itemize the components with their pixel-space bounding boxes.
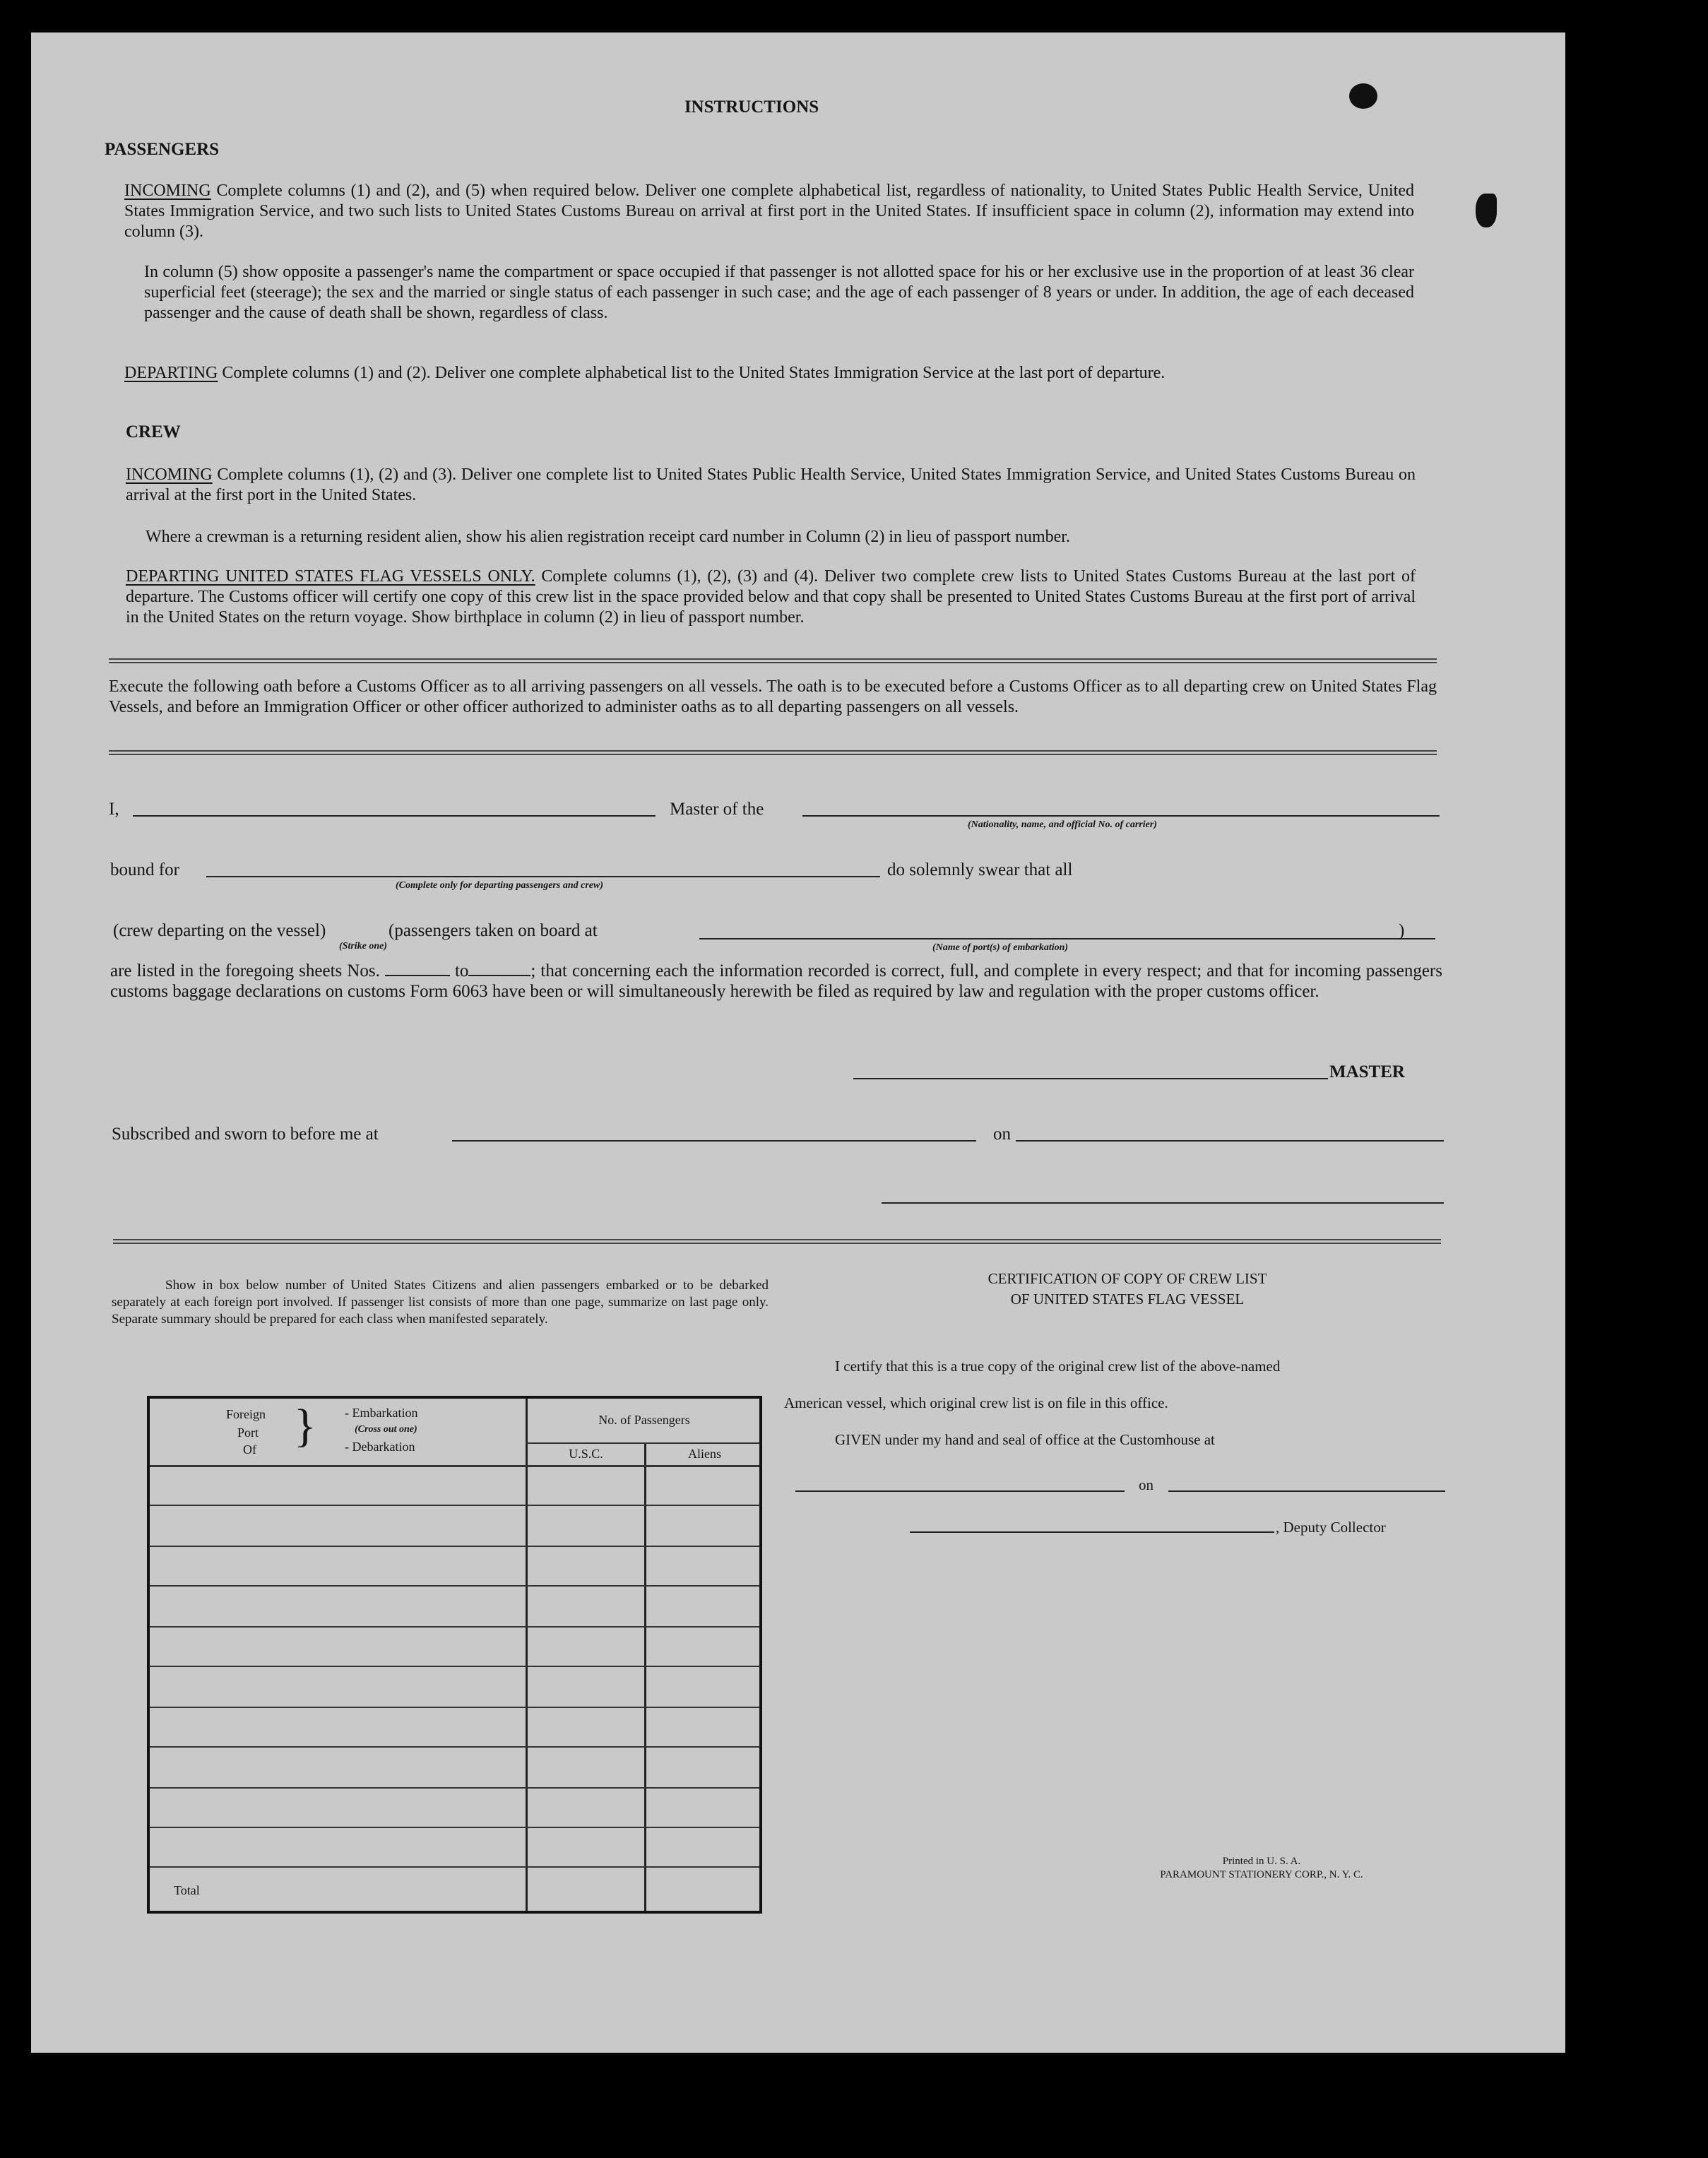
printer-imprint — [1099, 1855, 1424, 1882]
divider-bottom-section — [113, 1239, 1441, 1244]
usc-header: U.S.C. — [569, 1447, 603, 1461]
table-row-rule — [150, 1585, 759, 1587]
summary-instruction: Show in box below number of United States Citizens and alien passengers embarked or to be debarked separately at each foreign port involved. If passenger list consists of more than one page, summarize on last page only. Separate summary should be prepared for each class when manifested separately. — [112, 1278, 769, 1327]
table-row-rule — [150, 1666, 759, 1667]
customhouse-line[interactable] — [795, 1490, 1125, 1492]
passengers-taken-option: (passengers taken on board at — [389, 921, 598, 940]
crew-incoming-label: INCOMING — [126, 466, 213, 484]
foreign-label: Foreign — [226, 1407, 266, 1421]
deputy-collector-label: , Deputy Collector — [1276, 1519, 1386, 1536]
oath-instruction: Execute the following oath before a Customs Officer as to all arriving passengers on all vessels. The oath is to be executed before a Customs Officer as to all departing crew on United States Flag Vessels, and before an Immigration Officer or other officer authorized to administer oaths as to all departing passengers on all vessels. — [109, 677, 1437, 716]
nationality-note: (Nationality, name, and official No. of carrier) — [968, 819, 1157, 830]
printer-line1: Printed in U. S. A. — [1222, 1856, 1301, 1867]
table-row-rule — [150, 1746, 759, 1748]
form-page — [31, 32, 1565, 2053]
passengers-heading: PASSENGERS — [105, 140, 220, 159]
passengers-departing-paragraph — [124, 363, 1414, 384]
sworn-date-line[interactable] — [1016, 1140, 1444, 1142]
master-of-the-label: Master of the — [670, 800, 764, 819]
certify-line1: I certify that this is a true copy of the original crew list of the above-named — [835, 1358, 1281, 1375]
deputy-signature-line[interactable] — [910, 1531, 1274, 1533]
sheet-from-blank[interactable] — [385, 964, 450, 976]
solemnly-swear-label: do solemnly swear that all — [887, 860, 1073, 879]
oath-i-label: I, — [109, 800, 119, 819]
debarkation-label: - Debarkation — [345, 1440, 415, 1454]
officer-signature-line[interactable] — [882, 1202, 1444, 1204]
to-label: to — [454, 961, 469, 980]
sworn-place-line[interactable] — [452, 1140, 976, 1142]
certification-title-line1: CERTIFICATION OF COPY OF CREW LIST — [988, 1270, 1267, 1287]
embarkation-label: - Embarkation — [345, 1406, 418, 1420]
certification-title-line2: OF UNITED STATES FLAG VESSEL — [1010, 1291, 1245, 1308]
given-line: GIVEN under my hand and seal of office at the Customhouse at — [835, 1431, 1215, 1448]
sworn-on-label: on — [993, 1125, 1011, 1144]
ports-note: (Name of port(s) of embarkation) — [932, 942, 1069, 953]
table-row-rule — [150, 1505, 759, 1506]
table-row-rule — [150, 1626, 759, 1628]
table-row-rule — [150, 1707, 759, 1708]
master-signature-line[interactable] — [853, 1078, 1328, 1079]
certification-title — [808, 1269, 1447, 1310]
divider-lower — [109, 750, 1437, 755]
passengers-departing-label: DEPARTING — [124, 364, 218, 382]
carrier-line[interactable] — [802, 815, 1440, 817]
strike-one-note: (Strike one) — [339, 941, 388, 951]
table-row-rule — [150, 1827, 759, 1828]
table-row-rule — [150, 1546, 759, 1547]
crew-heading: CREW — [126, 422, 181, 441]
total-label: Total — [174, 1883, 200, 1897]
table-subheader-rule — [526, 1442, 759, 1444]
crew-departing-paragraph — [126, 567, 1416, 628]
crew-departing-label: DEPARTING UNITED STATES FLAG VESSELS ONLY. — [126, 567, 535, 586]
crew-resident-paragraph: Where a crewman is a returning resident alien, show his alien registration receipt card number in Column (2) in lieu of passport number. — [146, 528, 1070, 546]
passengers-incoming-text: Complete columns (1) and (2), and (5) when required below. Deliver one complete alphabetical list, regardless of nationality, to United States Public Health Service, United States Immigration Service, and two such lists to United States Customs Bureau on arrival at first port in the United States. If insufficient space in column (2), information may extend into column (3). — [124, 182, 1415, 241]
foregoing-sheets-prefix: are listed in the foregoing sheets Nos. — [110, 961, 380, 980]
divider-upper — [109, 658, 1437, 663]
aliens-header: Aliens — [688, 1447, 721, 1461]
page-title: INSTRUCTIONS — [684, 97, 819, 117]
foregoing-sheets-text: ; that concerning each the information recorded is correct, full, and complete in every respect; and that for incoming passengers customs baggage declarations on customs Form 6063 have been or will simultaneously herewith be filed as required by law and regulation with the proper customs officer. — [110, 961, 1442, 1001]
sheet-to-blank[interactable] — [468, 964, 530, 976]
table-row-rule — [150, 1866, 759, 1868]
subscribed-label: Subscribed and sworn to before me at — [112, 1125, 379, 1144]
crew-departing-option: (crew departing on the vessel) — [113, 921, 326, 940]
ports-line[interactable] — [699, 938, 1435, 939]
table-header-rule — [150, 1465, 759, 1467]
passengers-incoming-paragraph — [124, 181, 1414, 242]
no-passengers-header: No. of Passengers — [598, 1413, 690, 1427]
punch-hole-side — [1476, 194, 1497, 227]
port-label: Port — [237, 1425, 259, 1440]
table-col-divider-2 — [644, 1444, 646, 1911]
passengers-incoming-label: INCOMING — [124, 182, 211, 200]
master-label: MASTER — [1329, 1062, 1405, 1081]
brace-icon: } — [294, 1400, 316, 1452]
crew-departing-text: Complete columns (1), (2), (3) and (4). Deliver two complete crew lists to United States Customs Bureau at the last port of departure. The Customs officer will certify one copy of this crew list in the space provided below and that copy shall be presented to United States Customs Bureau at the first port of arrival in the United States on the return voyage. Show birthplace in column (2) in lieu of passport number. — [126, 567, 1416, 627]
crew-incoming-text: Complete columns (1), (2) and (3). Deliver one complete list to United States Public Health Service, United States Immigration Service, and United States Customs Bureau on arrival at the first port in the United States. — [126, 466, 1416, 504]
bound-for-label: bound for — [110, 860, 179, 879]
of-label: Of — [243, 1442, 256, 1457]
certification-on-label: on — [1139, 1476, 1154, 1493]
foregoing-sheets-paragraph — [110, 961, 1442, 1002]
table-row-rule — [150, 1787, 759, 1789]
cross-out-note: (Cross out one) — [355, 1424, 417, 1435]
bound-for-line[interactable] — [206, 876, 880, 877]
master-name-line[interactable] — [133, 815, 656, 817]
column5-paragraph: In column (5) show opposite a passenger's name the compartment or space occupied if that passenger is not allotted space for his or her exclusive use in the proportion of at least 36 clear superficial feet (steerage); the sex and the married or single status of each passenger in such case; and the age of each passenger of 8 years or under. In addition, the age of each deceased passenger and the cause of death shall be shown, regardless of class. — [144, 263, 1414, 322]
passenger-summary-table — [147, 1396, 762, 1914]
printer-line2: PARAMOUNT STATIONERY CORP., N. Y. C. — [1160, 1869, 1363, 1880]
passengers-departing-text: Complete columns (1) and (2). Deliver one complete alphabetical list to the United States Immigration Service at the last port of departure. — [222, 364, 1166, 382]
table-col-divider-1 — [526, 1399, 528, 1911]
certification-date-line[interactable] — [1168, 1490, 1445, 1492]
ports-close-paren: ) — [1399, 921, 1405, 940]
certify-line2: American vessel, which original crew list is on file in this office. — [784, 1394, 1168, 1411]
complete-only-note: (Complete only for departing passengers and crew) — [396, 880, 603, 891]
crew-incoming-paragraph — [126, 465, 1416, 506]
